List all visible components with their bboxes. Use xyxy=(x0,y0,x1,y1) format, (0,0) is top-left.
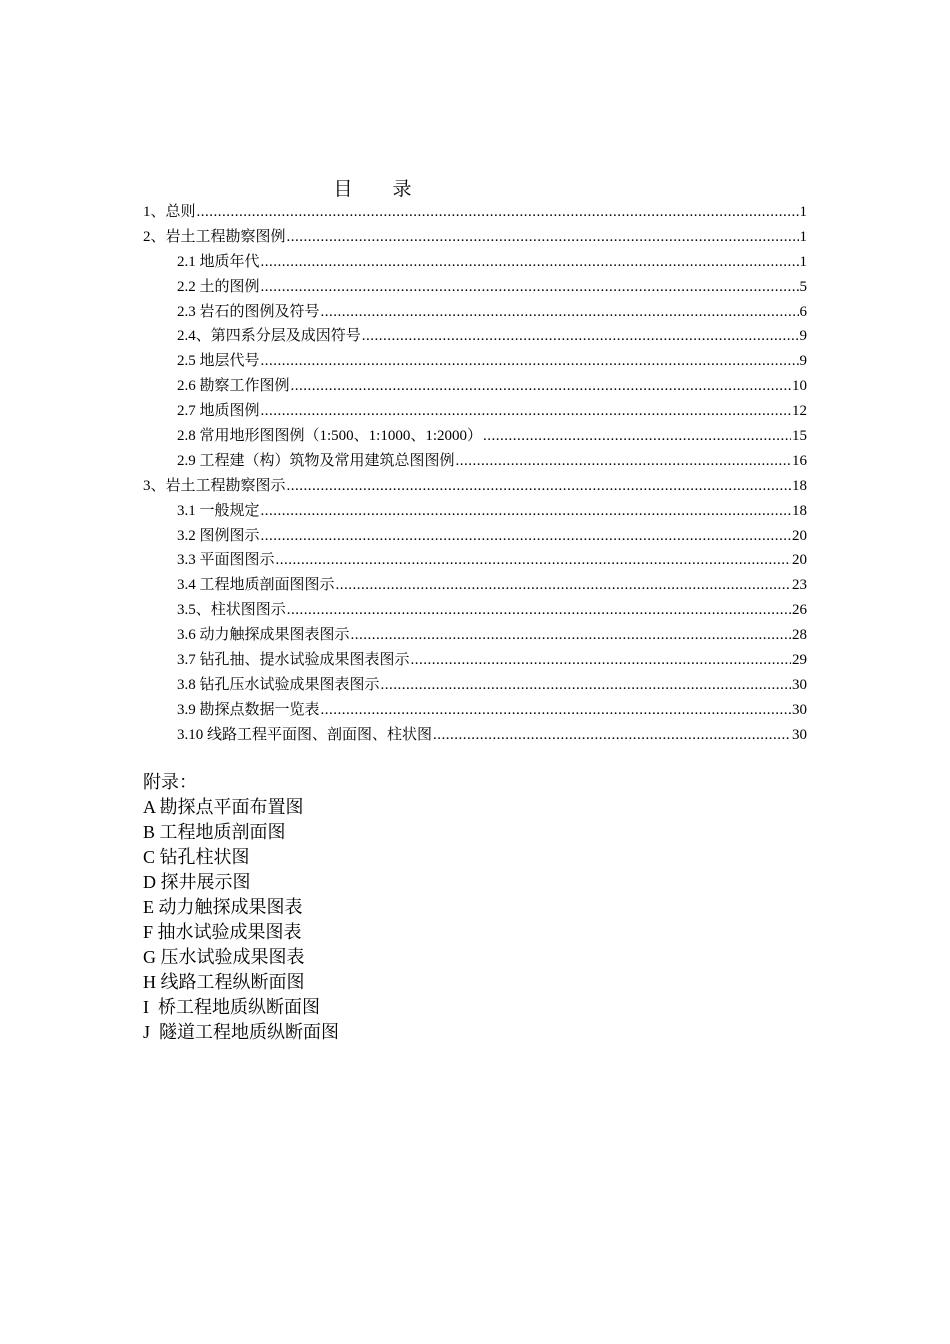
toc-entry-label: 3.10 线路工程平面图、剖面图、柱状图 xyxy=(177,726,433,743)
appendix-item: I 桥工程地质纵断面图 xyxy=(143,997,320,1017)
toc-dot-leader xyxy=(287,602,791,619)
appendix-item: E 动力触探成果图表 xyxy=(143,897,303,917)
toc-entry-label: 3.5、柱状图图示 xyxy=(177,602,286,619)
toc-dot-leader xyxy=(287,478,791,495)
toc-dot-leader xyxy=(362,328,799,345)
toc-entry[interactable] xyxy=(143,723,807,748)
toc-entry-label: 3、岩土工程勘察图示 xyxy=(143,477,286,494)
appendix-item: G 压水试验成果图表 xyxy=(143,947,305,967)
toc-entry[interactable] xyxy=(143,548,807,573)
toc-entry-label: 2.5 地层代号 xyxy=(177,353,260,370)
toc-title xyxy=(0,174,745,201)
toc-entry[interactable] xyxy=(143,200,807,225)
toc-dot-leader xyxy=(197,204,799,221)
appendix-item: B 工程地质剖面图 xyxy=(143,822,286,842)
toc-entry-label: 3.2 图例图示 xyxy=(177,527,260,544)
toc-entry[interactable] xyxy=(143,374,807,399)
toc-entry-page-number: 6 xyxy=(799,303,807,320)
appendix-list xyxy=(143,795,339,1045)
toc-entry-label: 2.9 工程建（构）筑物及常用建筑总图图例 xyxy=(177,452,455,469)
toc-entry-page-number: 18 xyxy=(792,477,807,494)
toc-entry-page-number: 5 xyxy=(799,278,807,295)
toc-dot-leader xyxy=(456,453,791,470)
toc-dot-leader xyxy=(261,279,799,296)
toc-entry[interactable] xyxy=(143,275,807,300)
toc-entry[interactable] xyxy=(143,449,807,474)
toc-entry-label: 2.7 地质图例 xyxy=(177,403,260,420)
toc-dot-leader xyxy=(321,702,791,719)
toc-entry-label: 3.3 平面图图示 xyxy=(177,552,275,569)
toc-dot-leader xyxy=(411,652,791,669)
toc-entry[interactable] xyxy=(143,698,807,723)
appendix-title: 附录： xyxy=(143,772,197,792)
toc-dot-leader xyxy=(291,378,791,395)
toc-entry-label: 2.2 土的图例 xyxy=(177,278,260,295)
toc-entry-page-number: 23 xyxy=(792,577,807,594)
toc-entry-label: 3.7 钻孔抽、提水试验成果图表图示 xyxy=(177,652,410,669)
toc-entry-page-number: 10 xyxy=(792,378,807,395)
toc-dot-leader xyxy=(287,229,799,246)
toc-entry-label: 1、总则 xyxy=(143,204,196,220)
toc-entry[interactable] xyxy=(143,673,807,698)
toc-dot-leader xyxy=(261,503,791,520)
toc-entry-label: 2.1 地质年代 xyxy=(177,253,260,270)
toc-entry-page-number: 16 xyxy=(792,452,807,469)
toc-entry-label: 2.4、第四系分层及成因符号 xyxy=(177,328,361,345)
toc-entry[interactable] xyxy=(143,349,807,374)
toc-entry-page-number: 20 xyxy=(792,552,807,569)
toc-entry[interactable] xyxy=(143,598,807,623)
appendix-item: C 钻孔柱状图 xyxy=(143,847,250,867)
toc-entry[interactable] xyxy=(143,648,807,673)
toc-entry-page-number: 1 xyxy=(799,228,807,245)
toc-entry-page-number: 20 xyxy=(792,527,807,544)
toc-entry[interactable] xyxy=(143,225,807,250)
toc-entry[interactable] xyxy=(143,399,807,424)
toc-dot-leader xyxy=(336,577,791,594)
toc-entry[interactable] xyxy=(143,524,807,549)
toc-entry-page-number: 28 xyxy=(792,627,807,644)
appendix-section xyxy=(143,770,339,1045)
appendix-item: F 抽水试验成果图表 xyxy=(143,922,302,942)
toc-entry-label: 3.6 动力触探成果图表图示 xyxy=(177,627,350,644)
appendix-item: D 探井展示图 xyxy=(143,872,251,892)
toc-dot-leader xyxy=(261,528,791,545)
toc-entry[interactable] xyxy=(143,250,807,275)
toc-dot-leader xyxy=(483,428,791,445)
toc-entry-page-number: 12 xyxy=(792,403,807,420)
toc-dot-leader xyxy=(381,677,791,694)
toc-entry-page-number: 30 xyxy=(792,701,807,718)
appendix-item: A 勘探点平面布置图 xyxy=(143,797,304,817)
toc-title-part2: 录 xyxy=(392,179,412,200)
appendix-item: H 线路工程纵断面图 xyxy=(143,972,305,992)
toc-entry-label: 3.8 钻孔压水试验成果图表图示 xyxy=(177,676,380,693)
toc-entry-page-number: 9 xyxy=(799,328,807,345)
toc-entry-page-number: 30 xyxy=(792,676,807,693)
toc-entry-label: 2.6 勘察工作图例 xyxy=(177,378,290,395)
toc-entry[interactable] xyxy=(143,573,807,598)
toc-title-part1: 目 xyxy=(333,179,353,200)
toc-entry[interactable] xyxy=(143,424,807,449)
toc-dot-leader xyxy=(351,627,791,644)
toc-dot-leader xyxy=(261,403,791,420)
toc-entry-page-number: 26 xyxy=(792,602,807,619)
appendix-item: J 隧道工程地质纵断面图 xyxy=(143,1022,340,1042)
toc-entry-page-number: 15 xyxy=(792,428,807,445)
toc-dot-leader xyxy=(276,552,791,569)
toc-entry-page-number: 1 xyxy=(799,253,807,270)
toc-entry-label: 3.9 勘探点数据一览表 xyxy=(177,701,320,718)
toc-entry-label: 2.8 常用地形图图例（1:500、1:1000、1:2000） xyxy=(177,428,483,445)
toc-entry-page-number: 29 xyxy=(792,652,807,669)
toc-dot-leader xyxy=(433,727,791,744)
toc-entry-label: 2.3 岩石的图例及符号 xyxy=(177,303,320,320)
toc-entry[interactable] xyxy=(143,499,807,524)
toc-entry[interactable] xyxy=(143,623,807,648)
toc-entry[interactable] xyxy=(143,324,807,349)
table-of-contents xyxy=(143,200,807,748)
toc-dot-leader xyxy=(261,254,799,271)
toc-entry-page-number: 1 xyxy=(799,204,807,220)
toc-entry-page-number: 30 xyxy=(792,726,807,743)
toc-entry-page-number: 9 xyxy=(799,353,807,370)
toc-entry-page-number: 18 xyxy=(792,502,807,519)
toc-dot-leader xyxy=(261,353,799,370)
toc-entry-label: 3.1 一般规定 xyxy=(177,502,260,519)
toc-entry-label: 3.4 工程地质剖面图图示 xyxy=(177,577,335,594)
toc-dot-leader xyxy=(321,304,799,321)
toc-entry[interactable] xyxy=(143,300,807,325)
toc-entry[interactable] xyxy=(143,474,807,499)
toc-entry-label: 2、岩土工程勘察图例 xyxy=(143,228,286,245)
